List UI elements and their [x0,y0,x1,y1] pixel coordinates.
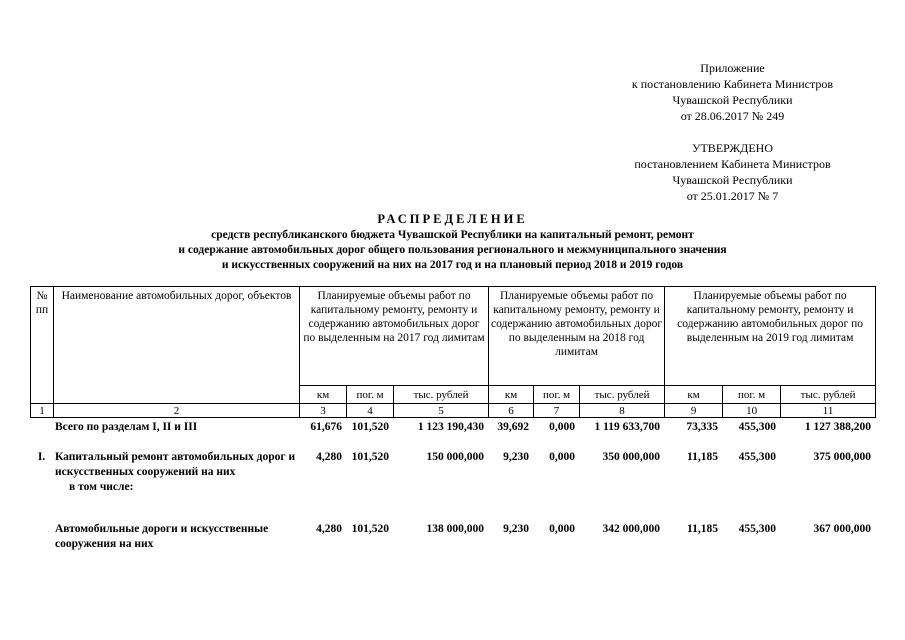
value-cell: 1 119 633,700 [594,421,660,433]
header-plan-2019: Планируемые объемы работ по капитальному ремонту, ремонту и содержанию автомобильных дорог по выделенным на 2019 год лимитам [665,287,876,386]
approved-line-1: УТВЕРЖДЕНО [691,141,773,155]
value-cell: 39,692 [497,421,529,433]
row-name-sub: в том числе: [69,481,134,493]
value-cell: 61,676 [310,421,342,433]
approved-line-2: постановлением Кабинета Министров [634,157,831,171]
value-cell: 138 000,000 [426,523,484,535]
value-cell: 4,280 [316,523,342,535]
value-cell: 9,230 [503,451,529,463]
value-cell: 1 123 190,430 [417,421,484,433]
approved-line-3: Чувашской Республики [672,173,793,187]
row-number [30,420,53,450]
distribution-table-body [30,420,875,552]
approved-block [600,140,865,204]
value-cell: 0,000 [549,421,575,433]
table-row [30,420,875,450]
document-subtitle [95,228,810,273]
appendix-line-2: к постановлению Кабинета Министров [631,77,834,91]
value-cell: 9,230 [503,523,529,535]
unit-cell: пог. м [534,386,580,404]
value-cell: 11,185 [687,523,718,535]
value-cell: 150 000,000 [426,451,484,463]
column-number: 7 [534,404,580,418]
column-number: 5 [394,404,489,418]
value-cell: 342 000,000 [602,523,660,535]
subtitle-line-2: и содержание автомобильных дорог общего пользования регионального и межмуниципального значения [178,244,727,256]
appendix-line-3: Чувашской Республики [672,93,793,107]
header-plan-2017: Планируемые объемы работ по капитальному ремонту, ремонту и содержанию автомобильных дорог по выделенным на 2017 год лимитам [300,287,489,386]
value-cell: 375 000,000 [813,451,871,463]
column-number: 10 [723,404,781,418]
value-cell: 73,335 [686,421,718,433]
table-row [30,450,875,522]
table-column-numbers-row [31,404,876,418]
appendix-line-1: Приложение [700,61,765,75]
value-cell: 1 127 388,200 [804,421,871,433]
value-cell: 367 000,000 [813,523,871,535]
unit-cell: км [300,386,347,404]
column-number: 8 [580,404,665,418]
header-number: № пп [31,287,54,404]
appendix-block [600,60,865,124]
value-cell: 455,300 [738,451,776,463]
column-number: 2 [54,404,300,418]
unit-cell: пог. м [347,386,394,404]
distribution-table-header [30,286,876,418]
value-cell: 0,000 [549,451,575,463]
value-cell: 11,185 [687,451,718,463]
value-cell: 101,520 [351,451,389,463]
unit-cell: тыс. рублей [580,386,665,404]
value-cell: 101,520 [351,421,389,433]
subtitle-line-3: и искусственных сооружений на них на 2017 год и на плановый период 2018 и 2019 годов [221,259,684,271]
unit-cell: пог. м [723,386,781,404]
row-number: I. [37,451,46,463]
column-number: 1 [31,404,54,418]
table-header-row [31,287,876,386]
appendix-line-4: от 28.06.2017 № 249 [680,109,785,123]
column-number: 6 [489,404,534,418]
table-row [30,522,875,552]
subtitle-line-1: средств республиканского бюджета Чувашской Республики на капитальный ремонт, ремонт [211,229,694,241]
unit-cell: тыс. рублей [394,386,489,404]
column-number: 9 [665,404,723,418]
approved-line-4: от 25.01.2017 № 7 [686,189,779,203]
value-cell: 455,300 [738,523,776,535]
value-cell: 455,300 [738,421,776,433]
column-number: 3 [300,404,347,418]
unit-cell: км [665,386,723,404]
column-number: 11 [781,404,876,418]
row-name: Капитальный ремонт автомобильных дорог и искусственных сооружений на них [55,451,296,478]
row-name: Автомобильные дороги и искусственные сооружения на них [55,523,269,550]
value-cell: 101,520 [351,523,389,535]
unit-cell: тыс. рублей [781,386,876,404]
row-number [30,522,53,552]
header-name: Наименование автомобильных дорог, объектов [54,287,300,404]
value-cell: 4,280 [316,451,342,463]
row-name: Всего по разделам I, II и III [55,421,198,433]
unit-cell: км [489,386,534,404]
header-plan-2018: Планируемые объемы работ по капитальному ремонту, ремонту и содержанию автомобильных дорог по выделенным на 2018 год лимитам [489,287,665,386]
row-name-cell [53,450,299,522]
document-title: РАСПРЕДЕЛЕНИЕ [377,212,528,226]
column-number: 4 [347,404,394,418]
value-cell: 0,000 [549,523,575,535]
value-cell: 350 000,000 [602,451,660,463]
